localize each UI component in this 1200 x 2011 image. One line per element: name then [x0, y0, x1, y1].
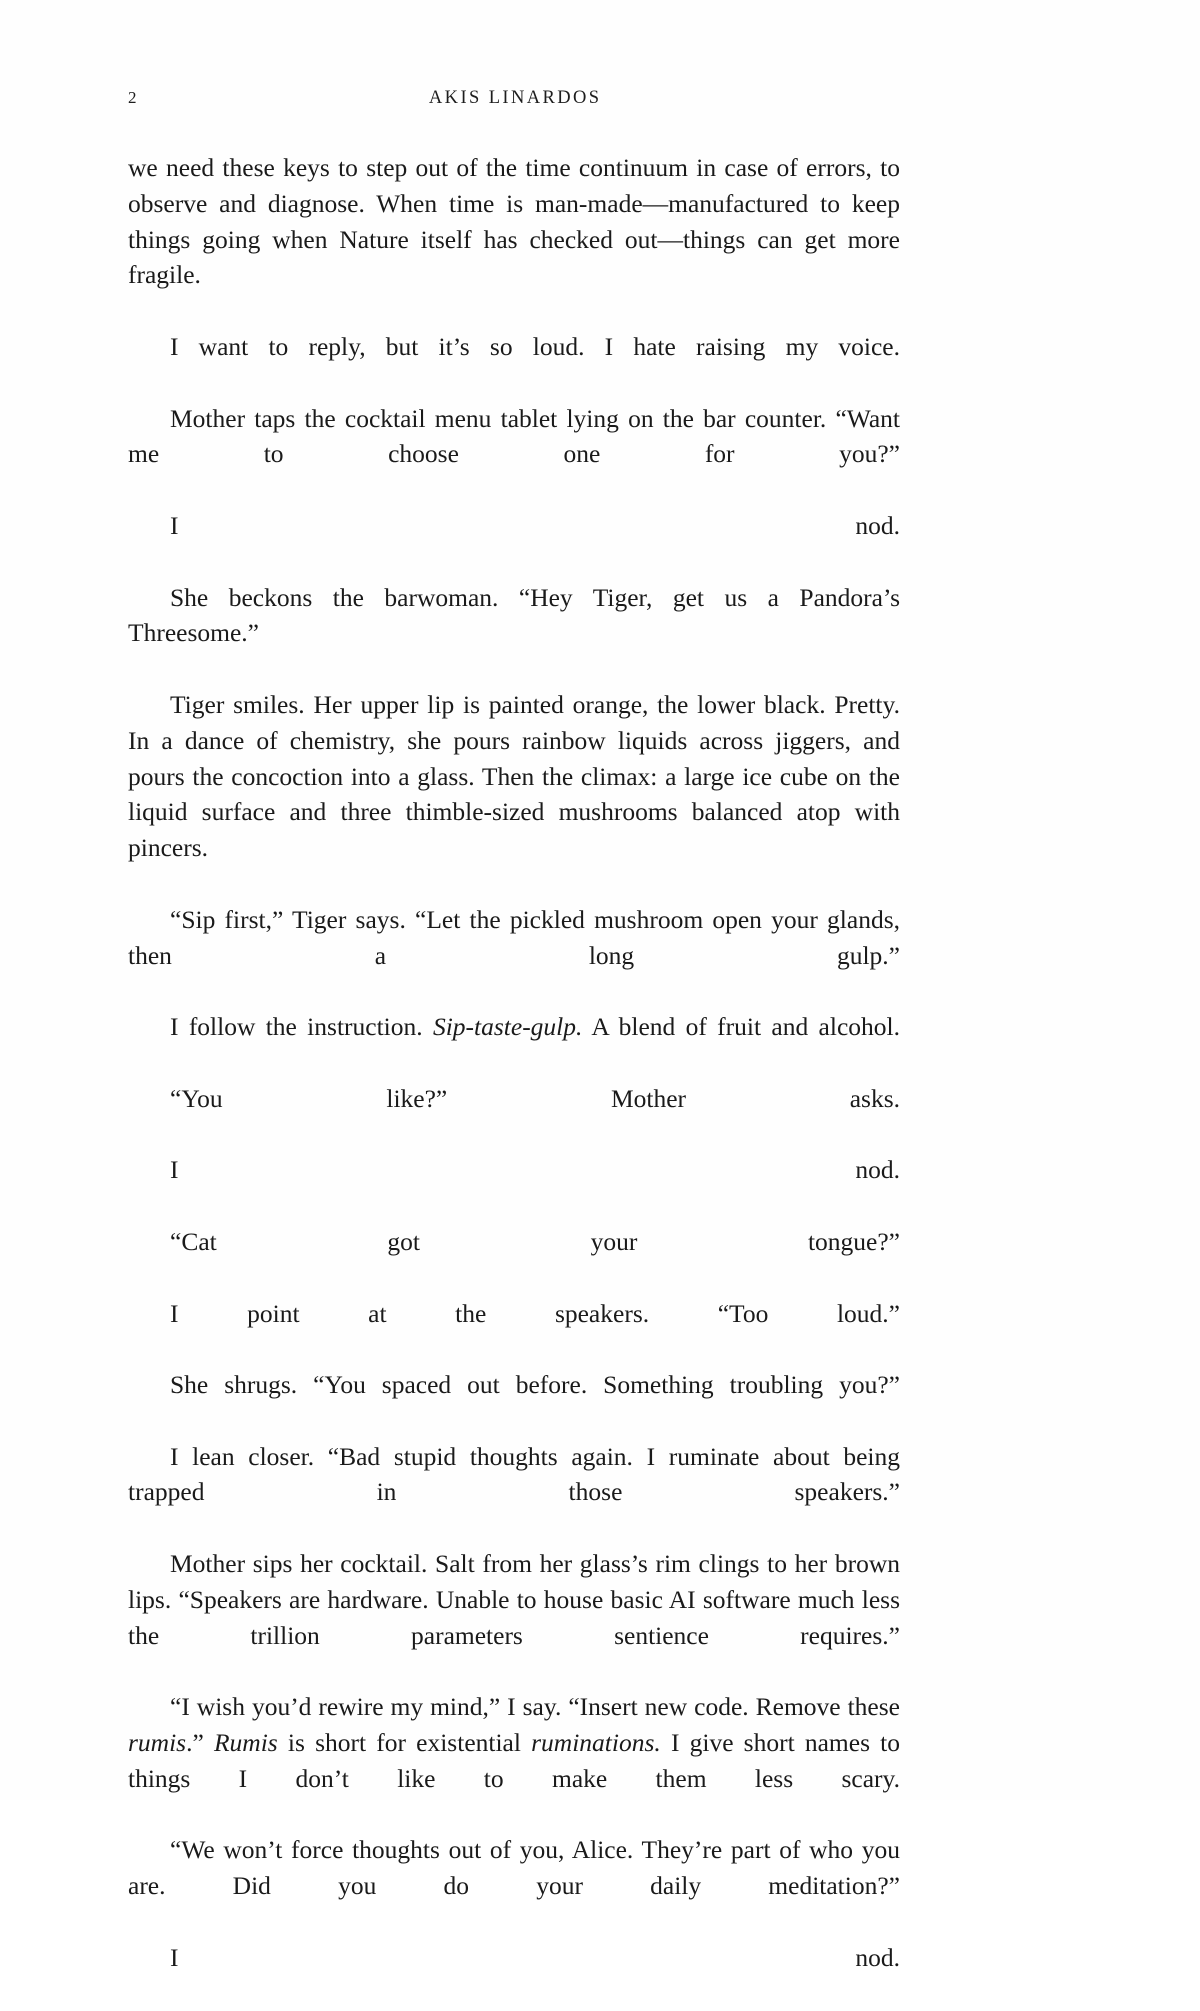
running-head — [128, 84, 900, 112]
paragraph — [128, 1832, 900, 1939]
text-run: I want to reply, but it’s so loud. I hate raising my voice. — [170, 331, 900, 361]
text-run: is short for existential — [277, 1728, 532, 1758]
paragraph — [128, 1009, 900, 1081]
text-run: “I wish you’d rewire my mind,” I say. “Insert new code. Remove these — [170, 1692, 900, 1722]
paragraph — [128, 1152, 900, 1224]
text-run: “Cat got your tongue?” — [170, 1226, 900, 1256]
text-run: I nod. — [170, 510, 900, 540]
paragraph — [128, 1439, 900, 1546]
text-run: Mother taps the cocktail menu tablet lying on the bar counter. “Want me to choose one for you?” — [128, 403, 900, 469]
paragraph — [128, 329, 900, 401]
text-run: .” — [186, 1728, 214, 1758]
paragraph — [128, 1224, 900, 1296]
paragraph — [128, 1367, 900, 1439]
paragraph — [128, 508, 900, 580]
emphasis-text: Sip-taste-gulp. — [432, 1012, 583, 1042]
text-run: I nod. — [170, 1942, 900, 1972]
paragraph — [128, 1546, 900, 1689]
page-number: 2 — [128, 88, 137, 107]
paragraph — [128, 580, 900, 687]
running-head-author: AKIS LINARDOS — [428, 88, 602, 108]
emphasis-text: ruminations. — [531, 1728, 661, 1758]
text-run: I point at the speakers. “Too loud.” — [170, 1298, 900, 1328]
text-run: “We won’t force thoughts out of you, Alice. They’re part of who you are. Did you do your daily meditation?” — [128, 1835, 900, 1901]
text-run: Mother sips her cocktail. Salt from her glass’s rim clings to her brown lips. “Speakers are hardware. Unable to house basic AI software much less the trillion parameters sentience requires.” — [128, 1549, 900, 1650]
text-run: I nod. — [170, 1155, 900, 1185]
text-run: A blend of fruit and alcohol. — [582, 1012, 900, 1042]
body-text-block — [128, 150, 900, 2011]
paragraph — [128, 902, 900, 1009]
paragraph — [128, 687, 900, 902]
emphasis-text: rumis — [128, 1728, 187, 1758]
paragraph — [128, 150, 900, 329]
text-run: I give short names to things I don’t like to make them less scary. — [128, 1728, 901, 1793]
text-run: I lean closer. “Bad stupid thoughts again. I ruminate about being trapped in those speakers.” — [128, 1441, 900, 1507]
text-run: She beckons the barwoman. “Hey Tiger, get us a Pandora’s Threesome.” — [128, 582, 900, 648]
paragraph — [128, 1689, 900, 1832]
paragraph — [128, 401, 900, 508]
text-run: we need these keys to step out of the time continuum in case of errors, to observe and diagnose. When time is man-made—manufactured to keep things going when Nature itself has checked out—things can get more fragile. — [128, 153, 900, 290]
text-run: She shrugs. “You spaced out before. Something troubling you?” — [170, 1370, 900, 1400]
text-run: Tiger smiles. Her upper lip is painted orange, the lower black. Pretty. In a dance of chemistry, she pours rainbow liquids across jiggers, and pours the concoction into a glass. Then the climax: a large ice cube on the liquid surface and three thimble-sized mushrooms balanced atop with pincers. — [128, 689, 900, 863]
emphasis-text: Rumis — [213, 1728, 278, 1758]
text-run: “Sip first,” Tiger says. “Let the pickled mushroom open your glands, then a long gulp.” — [128, 904, 900, 970]
paragraph — [128, 1940, 900, 2011]
paragraph — [128, 1081, 900, 1153]
paragraph — [128, 1296, 900, 1368]
text-run: “You like?” Mother asks. — [170, 1083, 900, 1113]
text-run: I follow the instruction. — [170, 1012, 433, 1042]
